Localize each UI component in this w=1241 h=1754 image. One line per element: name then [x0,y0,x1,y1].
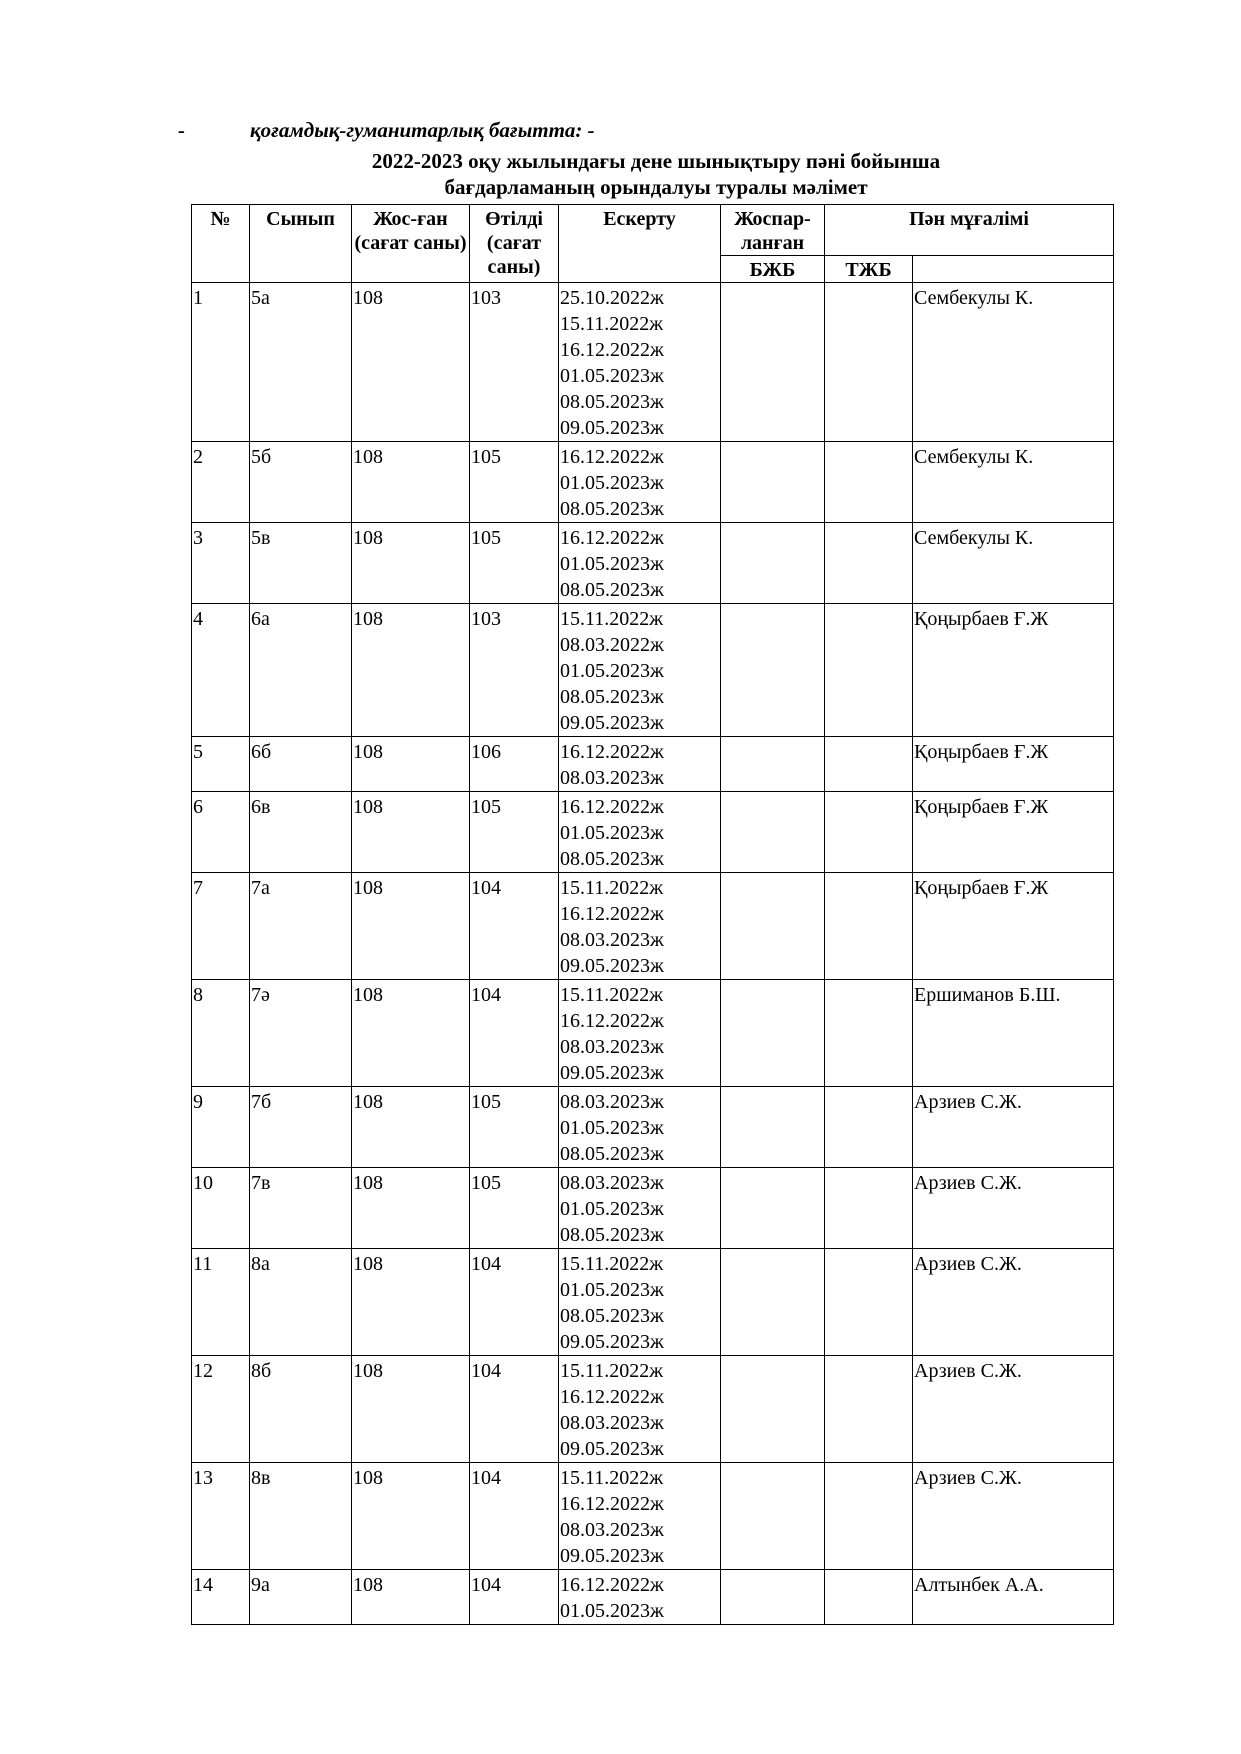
cell-bzhb [721,1168,825,1249]
cell-class: 7б [250,1087,352,1168]
cell-bzhb [721,283,825,442]
cell-planned-hours: 108 [352,1570,470,1625]
cell-note: 15.11.2022ж 08.03.2022ж 01.05.2023ж 08.05.2023ж 09.05.2023ж [559,604,721,737]
cell-planned-hours: 108 [352,792,470,873]
cell-tzhb [825,1463,913,1570]
cell-bzhb [721,737,825,792]
cell-note: 15.11.2022ж 16.12.2022ж 08.03.2023ж 09.05.2023ж [559,873,721,980]
cell-note: 16.12.2022ж 01.05.2023ж [559,1570,721,1625]
cell-taught-hours: 104 [470,980,559,1087]
cell-tzhb [825,523,913,604]
cell-num: 5 [192,737,250,792]
table-row [192,604,1114,737]
cell-planned-hours: 108 [352,1249,470,1356]
cell-note: 25.10.2022ж 15.11.2022ж 16.12.2022ж 01.05.2023ж 08.05.2023ж 09.05.2023ж [559,283,721,442]
cell-class: 9а [250,1570,352,1625]
cell-teacher: Арзиев С.Ж. [913,1463,1114,1570]
table-row [192,283,1114,442]
cell-planned-hours: 108 [352,873,470,980]
cell-note: 15.11.2022ж 01.05.2023ж 08.05.2023ж 09.05.2023ж [559,1249,721,1356]
cell-num: 12 [192,1356,250,1463]
table-row [192,1463,1114,1570]
cell-bzhb [721,1356,825,1463]
cell-teacher: Арзиев С.Ж. [913,1087,1114,1168]
cell-class: 5б [250,442,352,523]
cell-class: 6а [250,604,352,737]
cell-num: 11 [192,1249,250,1356]
cell-tzhb [825,283,913,442]
cell-bzhb [721,980,825,1087]
cell-planned-hours: 108 [352,1168,470,1249]
cell-bzhb [721,792,825,873]
table-body [192,283,1114,1625]
col-header-class: Сынып [250,205,352,283]
cell-tzhb [825,873,913,980]
cell-teacher: Арзиев С.Ж. [913,1168,1114,1249]
cell-tzhb [825,792,913,873]
cell-teacher: Сембекулы К. [913,442,1114,523]
cell-taught-hours: 105 [470,792,559,873]
cell-num: 3 [192,523,250,604]
cell-note: 16.12.2022ж 08.03.2023ж [559,737,721,792]
cell-taught-hours: 105 [470,1087,559,1168]
cell-note: 15.11.2022ж 16.12.2022ж 08.03.2023ж 09.05.2023ж [559,1356,721,1463]
bullet-dash: - [178,118,185,142]
cell-num: 4 [192,604,250,737]
cell-taught-hours: 104 [470,1570,559,1625]
cell-bzhb [721,523,825,604]
document-title-line2: бағдарламаның орындалуы туралы мәлімет [444,175,868,199]
cell-tzhb [825,1570,913,1625]
cell-class: 5в [250,523,352,604]
table-row [192,523,1114,604]
cell-tzhb [825,1249,913,1356]
cell-bzhb [721,604,825,737]
cell-tzhb [825,442,913,523]
cell-num: 2 [192,442,250,523]
cell-tzhb [825,604,913,737]
cell-class: 7в [250,1168,352,1249]
cell-note: 15.11.2022ж 16.12.2022ж 08.03.2023ж 09.05.2023ж [559,1463,721,1570]
table-row [192,1168,1114,1249]
col-header-planned-hours: Жос-ған (сағат саны) [352,205,470,283]
cell-class: 8б [250,1356,352,1463]
cell-class: 8в [250,1463,352,1570]
cell-teacher: Алтынбек А.А. [913,1570,1114,1625]
cell-planned-hours: 108 [352,604,470,737]
cell-planned-hours: 108 [352,1356,470,1463]
col-header-planned: Жоспар-ланған [721,205,825,256]
cell-planned-hours: 108 [352,523,470,604]
cell-planned-hours: 108 [352,442,470,523]
cell-note: 16.12.2022ж 01.05.2023ж 08.05.2023ж [559,523,721,604]
cell-tzhb [825,1168,913,1249]
cell-bzhb [721,1249,825,1356]
document-title-line1: 2022-2023 оқу жылындағы дене шынықтыру пәні бойынша [371,149,941,173]
col-header-taught-hours: Өтілді (сағат саны) [470,205,559,283]
col-header-teacher: Пән мұғалімі [825,205,1114,256]
cell-note: 08.03.2023ж 01.05.2023ж 08.05.2023ж [559,1168,721,1249]
cell-num: 9 [192,1087,250,1168]
cell-num: 14 [192,1570,250,1625]
cell-teacher: Арзиев С.Ж. [913,1356,1114,1463]
cell-bzhb [721,1087,825,1168]
col-header-blank [913,256,1114,283]
cell-note: 16.12.2022ж 01.05.2023ж 08.05.2023ж [559,792,721,873]
cell-taught-hours: 104 [470,873,559,980]
table-row [192,442,1114,523]
table-row [192,873,1114,980]
cell-class: 6в [250,792,352,873]
cell-tzhb [825,980,913,1087]
cell-class: 5а [250,283,352,442]
cell-taught-hours: 105 [470,1168,559,1249]
table-row [192,980,1114,1087]
cell-class: 6б [250,737,352,792]
cell-teacher: Арзиев С.Ж. [913,1249,1114,1356]
cell-class: 8а [250,1249,352,1356]
cell-taught-hours: 104 [470,1356,559,1463]
cell-planned-hours: 108 [352,980,470,1087]
cell-taught-hours: 103 [470,283,559,442]
hours-report-table [191,204,1114,1625]
cell-taught-hours: 105 [470,523,559,604]
cell-num: 10 [192,1168,250,1249]
cell-taught-hours: 106 [470,737,559,792]
table-row [192,1570,1114,1625]
cell-planned-hours: 108 [352,1463,470,1570]
cell-note: 15.11.2022ж 16.12.2022ж 08.03.2023ж 09.05.2023ж [559,980,721,1087]
table-row [192,1087,1114,1168]
cell-num: 6 [192,792,250,873]
cell-bzhb [721,1570,825,1625]
cell-tzhb [825,1087,913,1168]
cell-teacher: Ершиманов Б.Ш. [913,980,1114,1087]
col-header-bzhb: БЖБ [721,256,825,283]
table-row [192,1356,1114,1463]
header-row-1 [192,205,1114,256]
cell-num: 13 [192,1463,250,1570]
cell-note: 08.03.2023ж 01.05.2023ж 08.05.2023ж [559,1087,721,1168]
cell-class: 7ә [250,980,352,1087]
cell-teacher: Қоңырбаев Ғ.Ж [913,737,1114,792]
cell-num: 8 [192,980,250,1087]
cell-note: 16.12.2022ж 01.05.2023ж 08.05.2023ж [559,442,721,523]
cell-num: 1 [192,283,250,442]
col-header-note: Ескерту [559,205,721,283]
cell-bzhb [721,442,825,523]
direction-label: қоғамдық-гуманитарлық бағытта: - [250,118,595,142]
cell-teacher: Қоңырбаев Ғ.Ж [913,792,1114,873]
cell-planned-hours: 108 [352,737,470,792]
cell-bzhb [721,1463,825,1570]
cell-tzhb [825,737,913,792]
col-header-num: № [192,205,250,283]
cell-num: 7 [192,873,250,980]
table-row [192,737,1114,792]
cell-teacher: Сембекулы К. [913,523,1114,604]
cell-planned-hours: 108 [352,283,470,442]
cell-taught-hours: 104 [470,1463,559,1570]
direction-line [178,118,1078,148]
table-row [192,1249,1114,1356]
cell-tzhb [825,1356,913,1463]
cell-teacher: Қоңырбаев Ғ.Ж [913,873,1114,980]
cell-class: 7а [250,873,352,980]
cell-taught-hours: 103 [470,604,559,737]
cell-taught-hours: 105 [470,442,559,523]
cell-teacher: Қоңырбаев Ғ.Ж [913,604,1114,737]
cell-teacher: Сембекулы К. [913,283,1114,442]
table-row [192,792,1114,873]
cell-taught-hours: 104 [470,1249,559,1356]
col-header-tzhb: ТЖБ [825,256,913,283]
cell-planned-hours: 108 [352,1087,470,1168]
cell-bzhb [721,873,825,980]
